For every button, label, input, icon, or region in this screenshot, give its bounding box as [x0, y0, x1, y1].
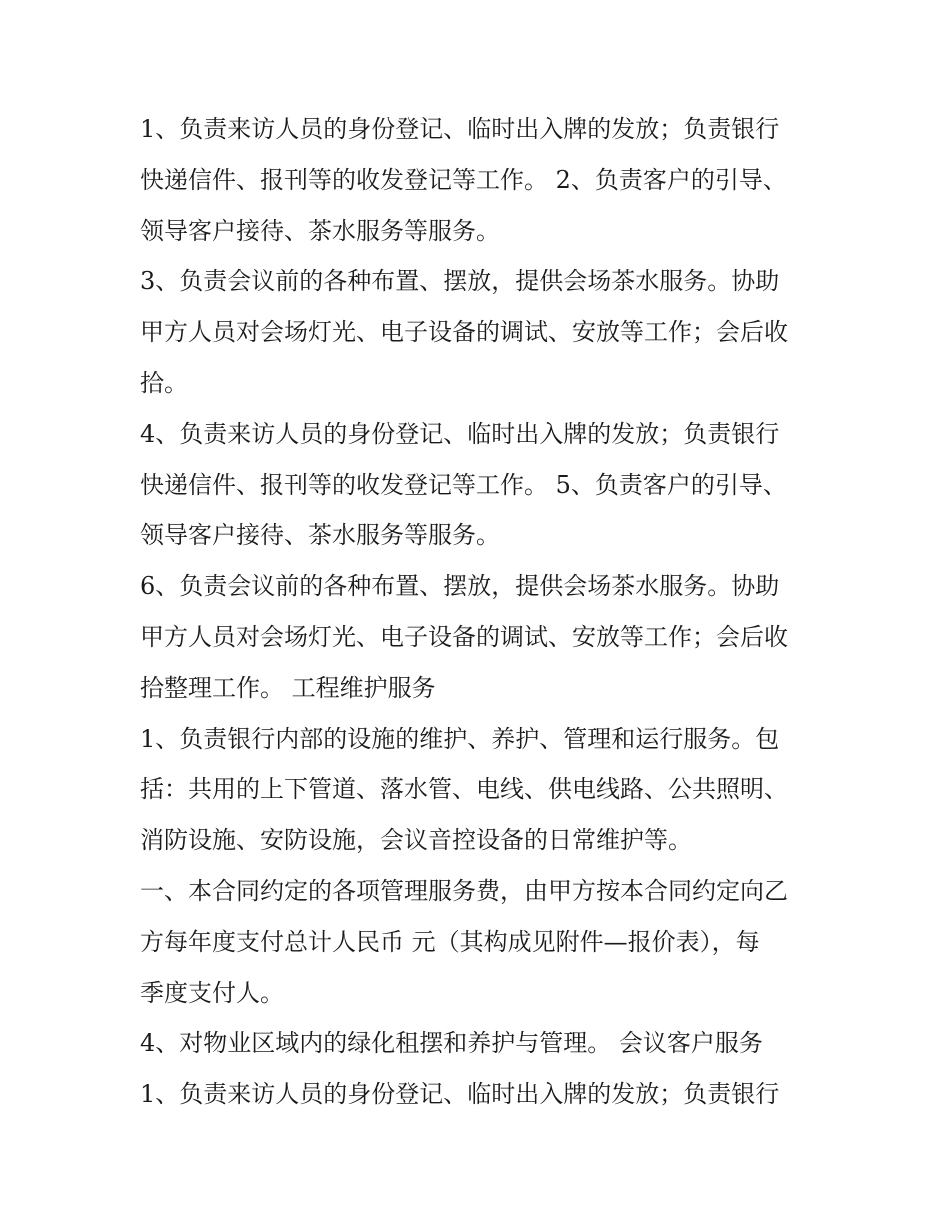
- text-line-1: 1、负责来访人员的身份登记、临时出入牌的发放；负责银行: [140, 115, 780, 143]
- text-line-14: 括：共用的上下管道、落水管、电线、供电线路、公共照明、: [140, 775, 788, 804]
- text-line-10: 6、负责会议前的各种布置、摆放，提供会场茶水服务。协助: [140, 572, 780, 601]
- text-line-17: 方每年度支付总计人民币 元（其构成见附件—报价表），每: [140, 927, 760, 956]
- text-line-6: 拾。: [140, 368, 188, 397]
- text-line-5: 甲方人员对会场灯光、电子设备的调试、安放等工作；会后收: [140, 318, 788, 347]
- text-line-7: 4、负责来访人员的身份登记、临时出入牌的发放；负责银行: [140, 419, 780, 448]
- text-line-18: 季度支付人。: [140, 978, 284, 1007]
- text-line-15: 消防设施、安防设施，会议音控设备的日常维护等。: [140, 826, 692, 855]
- text-line-20: 1、负责来访人员的身份登记、临时出入牌的发放；负责银行: [140, 1080, 780, 1109]
- text-line-3: 领导客户接待、茶水服务等服务。: [140, 216, 500, 245]
- text-line-4: 3、负责会议前的各种布置、摆放，提供会场茶水服务。协助: [140, 267, 780, 296]
- text-line-13: 1、负责银行内部的设施的维护、养护、管理和运行服务。包: [140, 724, 780, 753]
- document-body: [140, 104, 820, 1120]
- text-line-2: 快递信件、报刊等的收发登记等工作。 2、负责客户的引导、: [140, 165, 787, 194]
- text-line-16: 一、本合同约定的各项管理服务费，由甲方按本合同约定向乙: [140, 876, 788, 905]
- text-line-11: 甲方人员对会场灯光、电子设备的调试、安放等工作；会后收: [140, 622, 788, 651]
- text-line-9: 领导客户接待、茶水服务等服务。: [140, 521, 500, 550]
- text-line-8: 快递信件、报刊等的收发登记等工作。 5、负责客户的引导、: [140, 470, 787, 499]
- text-line-19: 4、对物业区域内的绿化租摆和养护与管理。 会议客户服务: [140, 1029, 763, 1058]
- text-line-12: 拾整理工作。 工程维护服务: [140, 673, 436, 702]
